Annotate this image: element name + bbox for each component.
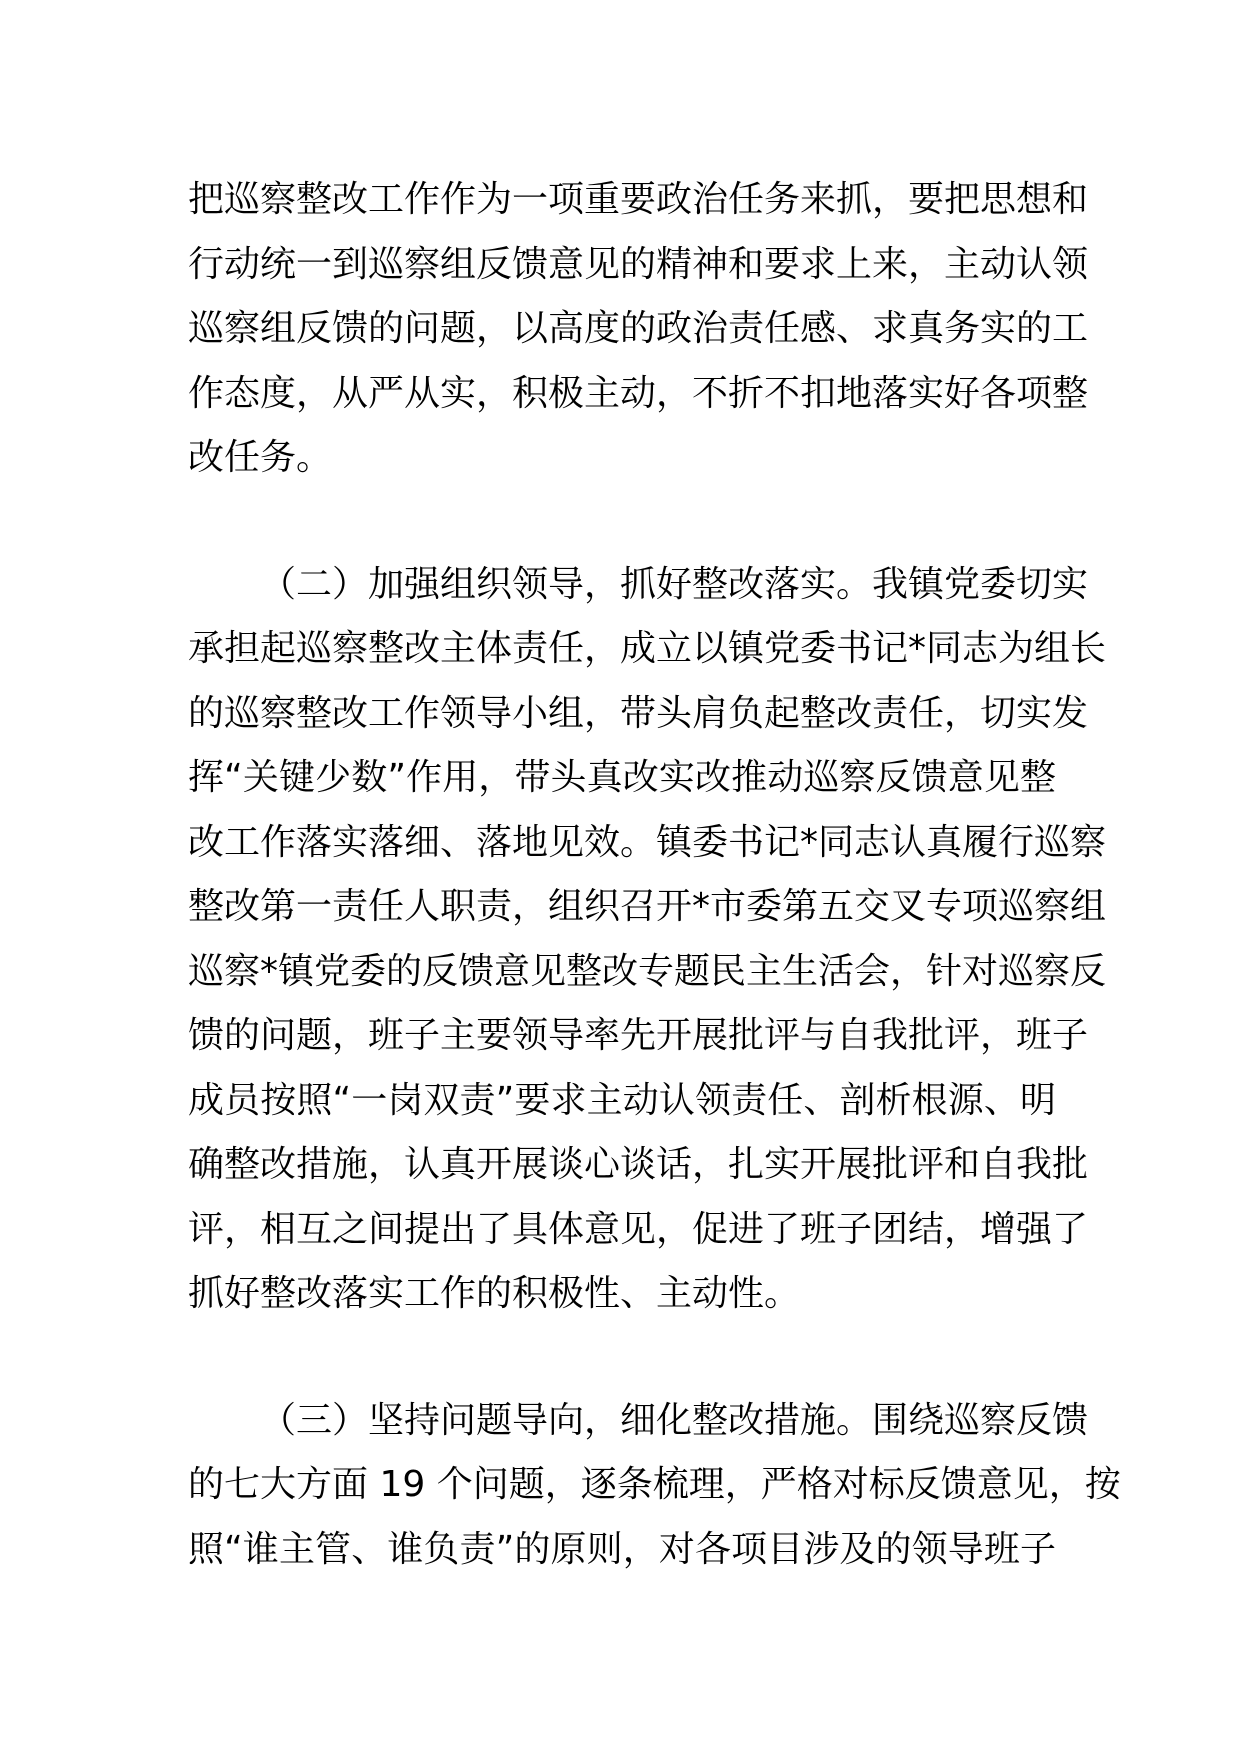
document-body bbox=[188, 168, 1121, 1582]
paragraph-spacer bbox=[188, 491, 1056, 553]
paragraph-3 bbox=[188, 1389, 1121, 1583]
paragraph-1 bbox=[188, 168, 1089, 491]
text-line: 承担起巡察整改主体责任，成立以镇党委书记*同志为组长 bbox=[188, 628, 1107, 669]
text-line: （二）加强组织领导，抓好整改落实。我镇党委切实 bbox=[260, 563, 1089, 605]
text-line: 的巡察整改工作领导小组，带头肩负起整改责任，切实发 bbox=[188, 692, 1089, 734]
text-line: 的七大方面 19 个问题，逐条梳理，严格对标反馈意见，按 bbox=[188, 1464, 1121, 1505]
text-line: 巡察*镇党委的反馈意见整改专题民主生活会，针对巡察反 bbox=[188, 950, 1107, 992]
text-line: 照“谁主管、谁负责”的原则，对各项目涉及的领导班子 bbox=[188, 1528, 1056, 1570]
text-line: 整改第一责任人职责，组织召开*市委第五交叉专项巡察组 bbox=[188, 886, 1107, 927]
text-line: 巡察组反馈的问题，以高度的政治责任感、求真务实的工 bbox=[188, 308, 1089, 349]
paragraph-2 bbox=[188, 553, 1107, 1327]
text-line: 成员按照“一岗双责”要求主动认领责任、剖析根源、明 bbox=[188, 1079, 1056, 1121]
text-line: 挥“关键少数”作用，带头真改实改推动巡察反馈意见整 bbox=[188, 757, 1056, 798]
text-line: 作态度，从严从实，积极主动，不折不扣地落实好各项整 bbox=[188, 372, 1089, 414]
text-line: 评，相互之间提出了具体意见，促进了班子团结，增强了 bbox=[188, 1208, 1089, 1250]
text-line: （三）坚持问题导向，细化整改措施。围绕巡察反馈 bbox=[260, 1399, 1089, 1441]
text-line: 改工作落实落细、落地见效。镇委书记*同志认真履行巡察 bbox=[188, 821, 1107, 863]
text-line: 抓好整改落实工作的积极性、主动性。 bbox=[188, 1273, 801, 1314]
paragraph-spacer bbox=[188, 1327, 1056, 1389]
text-line: 确整改措施，认真开展谈心谈话，扎实开展批评和自我批 bbox=[188, 1144, 1089, 1185]
text-line: 馈的问题，班子主要领导率先开展批评与自我批评，班子 bbox=[188, 1015, 1089, 1056]
text-line: 改任务。 bbox=[188, 437, 333, 478]
text-line: 把巡察整改工作作为一项重要政治任务来抓，要把思想和 bbox=[188, 179, 1089, 220]
text-line: 行动统一到巡察组反馈意见的精神和要求上来，主动认领 bbox=[188, 243, 1089, 285]
